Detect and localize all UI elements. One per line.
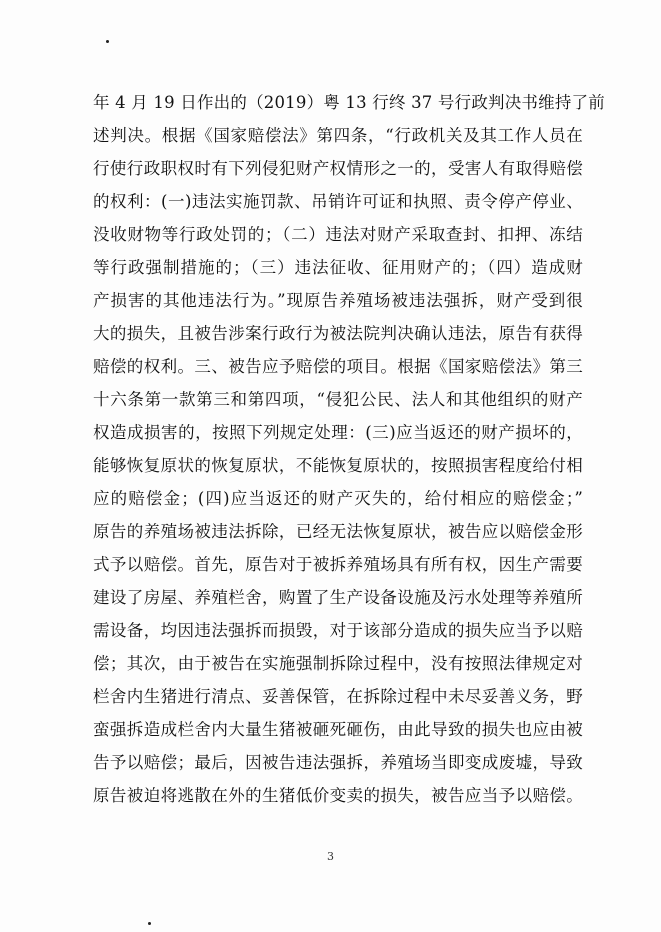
- text-line: 述判决。根据《国家赔偿法》第四条，“行政机关及其工作人员在: [93, 126, 583, 145]
- text-line: 原告的养殖场被违法拆除，已经无法恢复原状，被告应以赔偿金形: [93, 522, 583, 541]
- text-line: 栏舍内生猪进行清点、妥善保管，在拆除过程中未尽妥善义务，野: [93, 687, 583, 706]
- text-line: 偿；其次，由于被告在实施强制拆除过程中，没有按照法律规定对: [93, 654, 583, 673]
- text-line: 能够恢复原状的恢复原状，不能恢复原状的，按照损害程度给付相: [93, 456, 583, 475]
- text-line: 的权利：(一)违法实施罚款、吊销许可证和执照、责令停产停业、: [93, 192, 583, 211]
- text-line: 年 4 月 19 日作出的（2019）粤 13 行终 37 号行政判决书维持了前: [93, 93, 605, 112]
- text-line: 十六条第一款第三和第四项，“侵犯公民、法人和其他组织的财产: [93, 390, 583, 409]
- text-line: 赔偿的权利。三、被告应予赔偿的项目。根据《国家赔偿法》第三: [93, 357, 583, 376]
- text-line: 权造成损害的，按照下列规定处理：(三)应当返还的财产损坏的，: [93, 423, 583, 442]
- text-line: 等行政强制措施的；（三）违法征收、征用财产的；（四）造成财: [93, 258, 583, 277]
- text-line: 没收财物等行政处罚的；（二）违法对财产采取查封、扣押、冻结: [93, 225, 583, 244]
- body-text: [93, 86, 605, 812]
- text-line: 告予以赔偿；最后，因被告违法强拆，养殖场当即变成废墟，导致: [93, 753, 583, 772]
- text-line: 行使行政职权时有下列侵犯财产权情形之一的，受害人有取得赔偿: [93, 159, 583, 178]
- scan-speck: [106, 40, 109, 43]
- scan-speck: [148, 922, 151, 925]
- text-line: 应的赔偿金；(四)应当返还的财产灭失的，给付相应的赔偿金；”: [93, 489, 583, 508]
- page-number: 3: [327, 850, 334, 863]
- text-line: 大的损失，且被告涉案行政行为被法院判决确认违法，原告有获得: [93, 324, 583, 343]
- text-line: 蛮强拆造成栏舍内大量生猪被砸死砸伤，由此导致的损失也应由被: [93, 720, 583, 739]
- text-line: 建设了房屋、养殖栏舍，购置了生产设备设施及污水处理等养殖所: [93, 588, 583, 607]
- text-line: 式予以赔偿。首先，原告对于被拆养殖场具有所有权，因生产需要: [93, 555, 583, 574]
- text-line: 产损害的其他违法行为。”现原告养殖场被违法强拆，财产受到很: [93, 291, 583, 310]
- text-line: 原告被迫将逃散在外的生猪低价变卖的损失，被告应当予以赔偿。: [93, 786, 583, 805]
- text-line: 需设备，均因违法强拆而损毁，对于该部分造成的损失应当予以赔: [93, 621, 583, 640]
